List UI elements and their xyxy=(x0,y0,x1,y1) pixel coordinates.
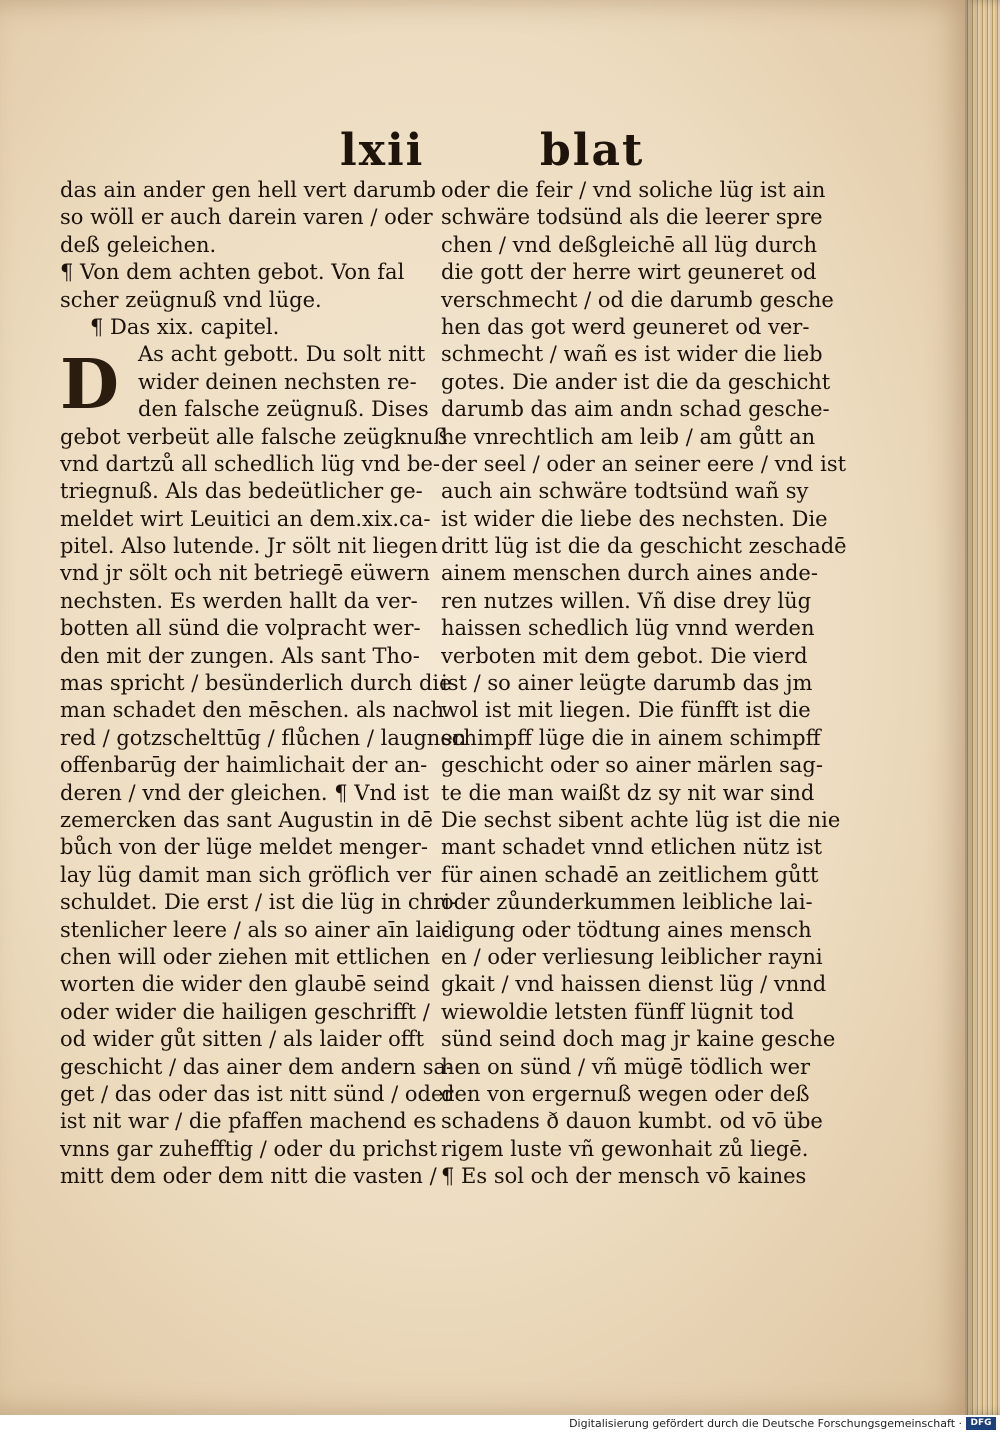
text-line: chen / vnd deßgleichē all lüg durch xyxy=(441,232,818,257)
text-line: deß geleichen. xyxy=(60,232,217,257)
text-line: dritt lüg ist die da geschicht zeschadē xyxy=(441,534,847,559)
text-line: schuldet. Die erst / ist die lüg in chri- xyxy=(60,890,458,915)
text-line: ¶ Es sol och der mensch vō kaines xyxy=(441,1164,807,1189)
text-line: schwäre todsünd als die leerer spre xyxy=(441,205,823,230)
text-line: gebot verbeüt alle falsche zeügknuß xyxy=(60,424,448,449)
text-line: hen das got werd geuneret od ver- xyxy=(441,314,810,339)
text-line: auch ain schwäre todtsünd wañ sy xyxy=(441,479,809,504)
text-line: darumb das aim andn schad gesche- xyxy=(441,397,830,422)
text-line: verschmecht / od die darumb gesche xyxy=(441,287,834,312)
text-line: scher zeügnuß vnd lüge. xyxy=(60,287,322,312)
text-line: schimpff lüge die in ainem schimpff xyxy=(441,725,821,750)
footer-bar xyxy=(0,1415,1000,1433)
text-line: od wider gůt sitten / als laider offt xyxy=(60,1027,425,1052)
text-line: bůch von der lüge meldet menger- xyxy=(60,835,428,860)
text-line: man schadet den mēschen. als nach xyxy=(60,698,444,723)
text-line: ist nit war / die pfaffen machend es xyxy=(60,1109,437,1134)
text-line: lay lüg damit man sich gröflich ver xyxy=(60,862,432,887)
text-line: die gott der herre wirt geuneret od xyxy=(441,260,817,285)
text-line: vnd dartzů all schedlich lüg vnd be- xyxy=(60,451,440,476)
text-line: ren nutzes willen. Vñ dise drey lüg xyxy=(441,588,812,613)
text-line: pitel. Also lutende. Jr sölt nit liegen xyxy=(60,534,438,559)
folio-number: lxii xyxy=(340,125,425,176)
footer-credit: Digitalisierung gefördert durch die Deutsche Forschungsgemeinschaft · xyxy=(569,1417,962,1430)
text-line: stenlicher leere / als so ainer aīn lai- xyxy=(60,917,449,942)
text-line: worten die wider den glaubē seind xyxy=(60,972,430,997)
text-line: verboten mit dem gebot. Die vierd xyxy=(441,643,808,668)
text-line: so wöll er auch darein varen / oder xyxy=(60,205,433,230)
text-line: gkait / vnd haissen dienst lüg / vnnd xyxy=(441,972,827,997)
text-line: vnns gar zuhefftig / oder du prichst xyxy=(60,1136,438,1161)
text-line: ainem menschen durch aines ande- xyxy=(441,561,818,586)
text-line: den von ergernuß wegen oder deß xyxy=(441,1081,810,1106)
text-line: ¶ Das xix. capitel. xyxy=(90,314,280,339)
text-line: den mit der zungen. Als sant Tho- xyxy=(60,643,420,668)
text-line: ¶ Von dem achten gebot. Von fal xyxy=(60,260,405,285)
text-line: oder zůunderkummen leibliche lai- xyxy=(441,890,813,915)
text-line: geschicht / das ainer dem andern sa- xyxy=(60,1054,454,1079)
decorated-initial: D xyxy=(60,345,119,425)
right-text-column xyxy=(441,177,847,1190)
text-line: sünd seind doch mag jr kaine gesche xyxy=(441,1027,836,1052)
text-line: mant schadet vnnd etlichen nütz ist xyxy=(441,835,823,860)
text-line: für ainen schadē an zeitlichem gůtt xyxy=(441,862,819,887)
text-line: ist wider die liebe des nechsten. Die xyxy=(441,506,828,531)
text-line: vnd jr sölt och nit betriegē eüwern xyxy=(60,561,430,586)
text-line: en / oder verliesung leiblicher rayni xyxy=(441,944,823,969)
dfg-logo: DFG xyxy=(966,1417,996,1430)
text-line: ist / so ainer leügte darumb das jm xyxy=(441,671,813,696)
text-line: te die man waißt dz sy nit war sind xyxy=(441,780,815,805)
page-edges xyxy=(965,0,1000,1415)
text-line: oder wider die hailigen geschrifft / xyxy=(60,999,430,1024)
left-text-column xyxy=(60,177,467,1190)
text-line: meldet wirt Leuitici an dem.xix.ca- xyxy=(60,506,431,531)
text-line: offenbarūg der haimlichait der an- xyxy=(60,753,428,778)
text-line: get / das oder das ist nitt sünd / oder xyxy=(60,1081,454,1106)
text-line: he vnrechtlich am leib / am gůtt an xyxy=(441,424,816,449)
text-line: der seel / oder an seiner eere / vnd ist xyxy=(441,451,847,476)
text-line: botten all sünd die volpracht wer- xyxy=(60,616,421,641)
text-line: wiewoldie letsten fünff lügnit tod xyxy=(441,999,795,1024)
text-line: geschicht oder so ainer märlen sag- xyxy=(441,753,823,778)
text-line: gotes. Die ander ist die da geschicht xyxy=(441,369,831,394)
text-line: chen will oder ziehen mit ettlichen xyxy=(60,944,431,969)
text-line: wol ist mit liegen. Die fünfft ist die xyxy=(441,698,811,723)
text-line: das ain ander gen hell vert darumb xyxy=(60,178,436,202)
text-line: oder die feir / vnd soliche lüg ist ain xyxy=(441,178,826,202)
text-line: mas spricht / besünderlich durch die xyxy=(60,671,452,696)
text-line: Die sechst sibent achte lüg ist die nie xyxy=(441,807,841,832)
text-line: As acht gebott. Du solt nitt xyxy=(138,342,426,367)
text-line: schadens ð dauon kumbt. od vō übe xyxy=(441,1109,823,1134)
text-line: hen on sünd / vñ mügē tödlich wer xyxy=(441,1054,811,1079)
text-line: triegnuß. Als das bedeütlicher ge- xyxy=(60,479,423,504)
text-line: zemercken das sant Augustin in dē xyxy=(60,807,433,832)
text-line: schmecht / wañ es ist wider die lieb xyxy=(441,342,823,367)
text-line: wider deinen nechsten re- xyxy=(138,369,417,394)
running-head: blat xyxy=(540,125,645,176)
text-line: digung oder tödtung aines mensch xyxy=(441,917,812,942)
text-line: den falsche zeügnuß. Dises xyxy=(138,397,429,422)
text-line: rigem luste vñ gewonhait zů liegē. xyxy=(441,1136,809,1161)
text-line: deren / vnd der gleichen. ¶ Vnd ist xyxy=(60,780,430,805)
text-line: mitt dem oder dem nitt die vasten / xyxy=(60,1164,437,1189)
text-line: haissen schedlich lüg vnnd werden xyxy=(441,616,815,641)
text-line: nechsten. Es werden hallt da ver- xyxy=(60,588,418,613)
text-line: red / gotzschelttūg / flůchen / laugnen xyxy=(60,725,467,750)
